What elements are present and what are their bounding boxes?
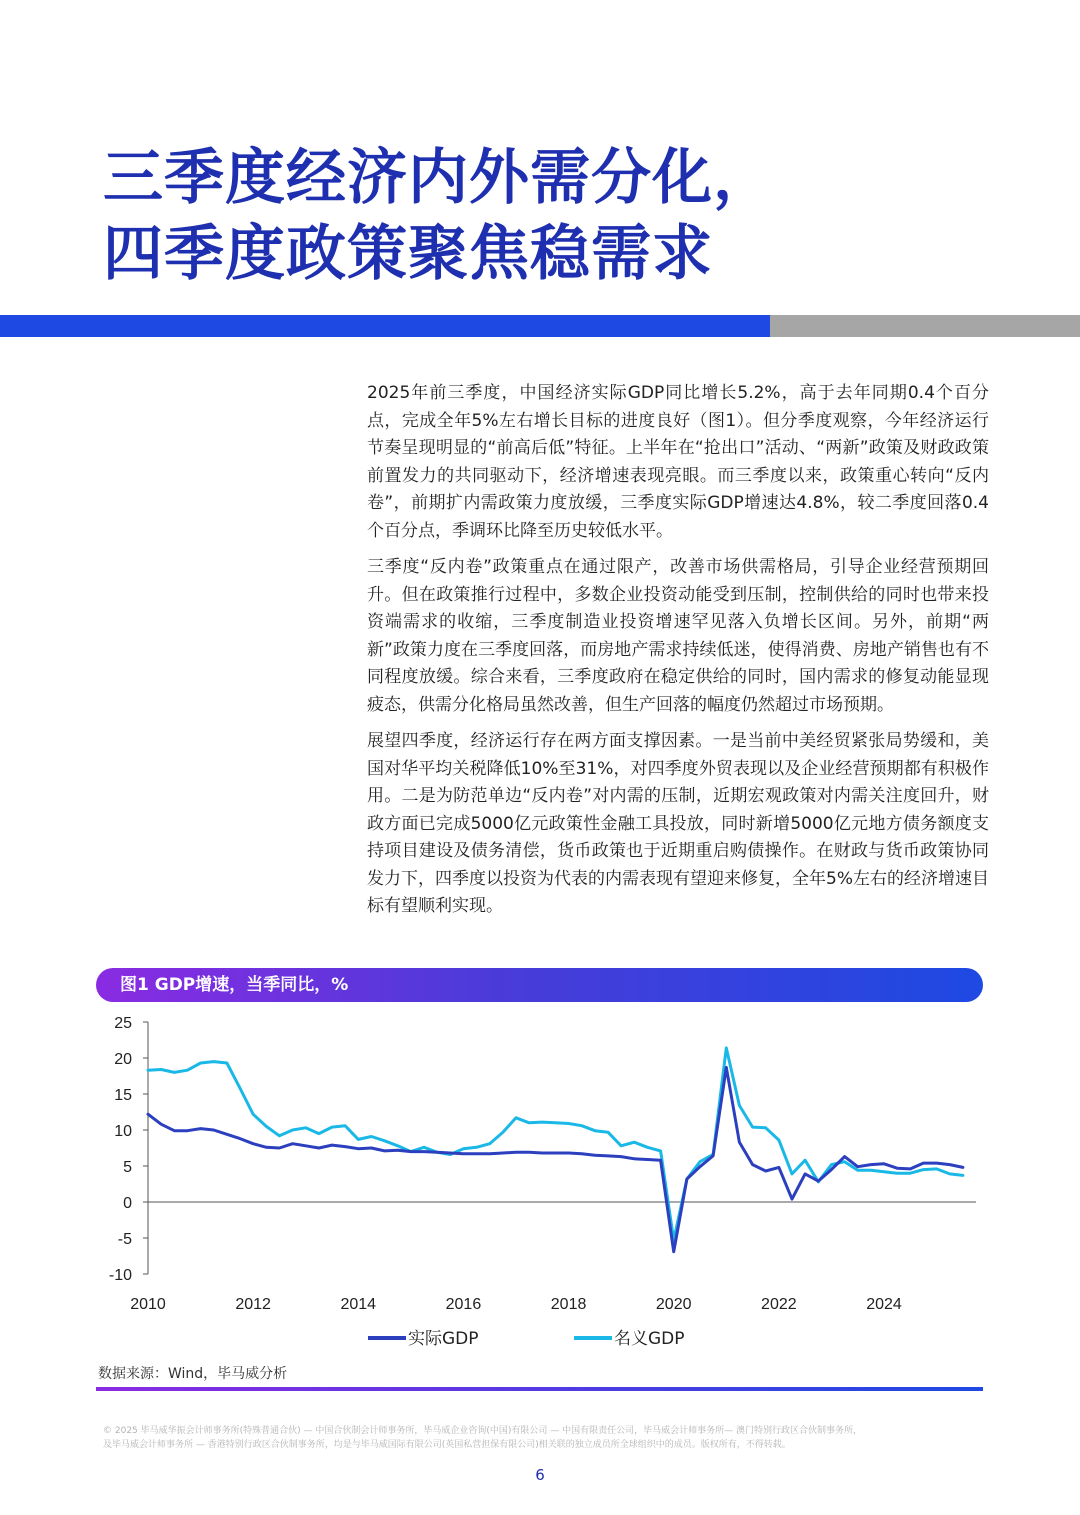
y-tick-label: -5	[117, 1231, 132, 1248]
page-title-line-1: 三季度经济内外需分化，	[103, 143, 774, 213]
header-divider-blue	[0, 315, 770, 337]
x-tick-label: 2012	[235, 1296, 271, 1313]
x-tick-label: 2022	[761, 1296, 797, 1313]
x-tick-label: 2018	[550, 1296, 587, 1313]
footer-copyright	[103, 1424, 978, 1452]
figure-title-bar	[96, 968, 983, 1002]
gdp-line-chart	[96, 1008, 986, 1358]
page-title-line-2: 四季度政策聚焦稳需求	[103, 219, 713, 289]
body-text	[367, 380, 989, 930]
chart-lines	[148, 1048, 963, 1252]
legend-label: 名义GDP	[614, 1329, 685, 1349]
y-tick-label: 15	[114, 1087, 132, 1104]
paragraph-2: 三季度“反内卷”政策重点在通过限产，改善市场供需格局，引导企业经营预期回升。但在政策推行过程中，多数企业投资动能受到压制，控制供给的同时也带来投资端需求的收缩，三季度制造业投资增速罕见落入负增长区间。另外，前期“两新”政策力度在三季度回落，而房地产需求持续低迷，使得消费、房地产销售也有不同程度放缓。综合来看，三季度政府在稳定供给的同时，国内需求的修复动能显现疲态，供需分化格局虽然改善，但生产回落的幅度仍然超过市场预期。	[367, 557, 989, 715]
x-tick-label: 2016	[445, 1296, 482, 1313]
y-tick-label: 20	[114, 1051, 132, 1068]
paragraph-1: 2025年前三季度，中国经济实际GDP同比增长5.2%，高于去年同期0.4个百分点，完成全年5%左右增长目标的进度良好（图1）。但分季度观察，今年经济运行节奏呈现明显的“前高后低”特征。上半年在“抢出口”活动、“两新”政策及财政政策前置发力的共同驱动下，经济增速表现亮眼。而三季度以来，政策重心转向“反内卷”，前期扩内需政策力度放缓，三季度实际GDP增速达4.8%，较二季度回落0.4个百分点，季调环比降至历史较低水平。	[367, 383, 989, 541]
figure-title: 图1 GDP增速，当季同比，%	[120, 975, 349, 995]
x-tick-label: 2024	[866, 1296, 902, 1313]
paragraph-3: 展望四季度，经济运行存在两方面支撑因素。一是当前中美经贸紧张局势缓和，美国对华平均关税降低10%至31%，对四季度外贸表现以及企业经营预期都有积极作用。二是为防范单边“反内卷”对内需的压制，近期宏观政策对内需关注度回升，财政方面已完成5000亿元政策性金融工具投放，同时新增5000亿元地方债务额度支持项目建设及债务清偿，货币政策也于近期重启购债操作。在财政与货币政策协同发力下，四季度以投资为代表的内需表现有望迎来修复，全年5%左右的经济增速目标有望顺利实现。	[367, 731, 989, 916]
x-tick-label: 2020	[655, 1296, 692, 1313]
y-tick-label: 0	[123, 1195, 132, 1212]
series-line	[148, 1048, 963, 1240]
y-tick-label: 5	[123, 1159, 132, 1176]
series-line	[148, 1067, 963, 1251]
chart-legend	[368, 1329, 685, 1349]
y-tick-label: -10	[108, 1267, 132, 1284]
legend-label: 实际GDP	[408, 1329, 479, 1349]
figure-source: 数据来源：Wind，毕马威分析	[98, 1366, 288, 1382]
page-number: 6	[535, 1466, 545, 1484]
figure-bottom-rule	[96, 1387, 983, 1391]
footer-line-2: 及毕马威会计师事务所 — 香港特别行政区合伙制事务所，均是与毕马威国际有限公司(英国私营担保有限公司)相关联的独立成员所全球组织中的成员。版权所有，不得转载。	[103, 1440, 791, 1450]
x-tick-label: 2010	[130, 1296, 166, 1313]
footer-line-1: © 2025 毕马威华振会计师事务所(特殊普通合伙) — 中国合伙制会计师事务所，毕马威企业咨询(中国)有限公司 — 中国有限责任公司，毕马威会计师事务所— 澳门特别行政区合伙制事务所，	[103, 1426, 862, 1436]
y-tick-label: 25	[114, 1015, 132, 1032]
page-title	[103, 140, 774, 292]
y-tick-label: 10	[114, 1123, 132, 1140]
header-divider-gray	[770, 315, 1080, 337]
x-tick-label: 2014	[340, 1296, 377, 1313]
